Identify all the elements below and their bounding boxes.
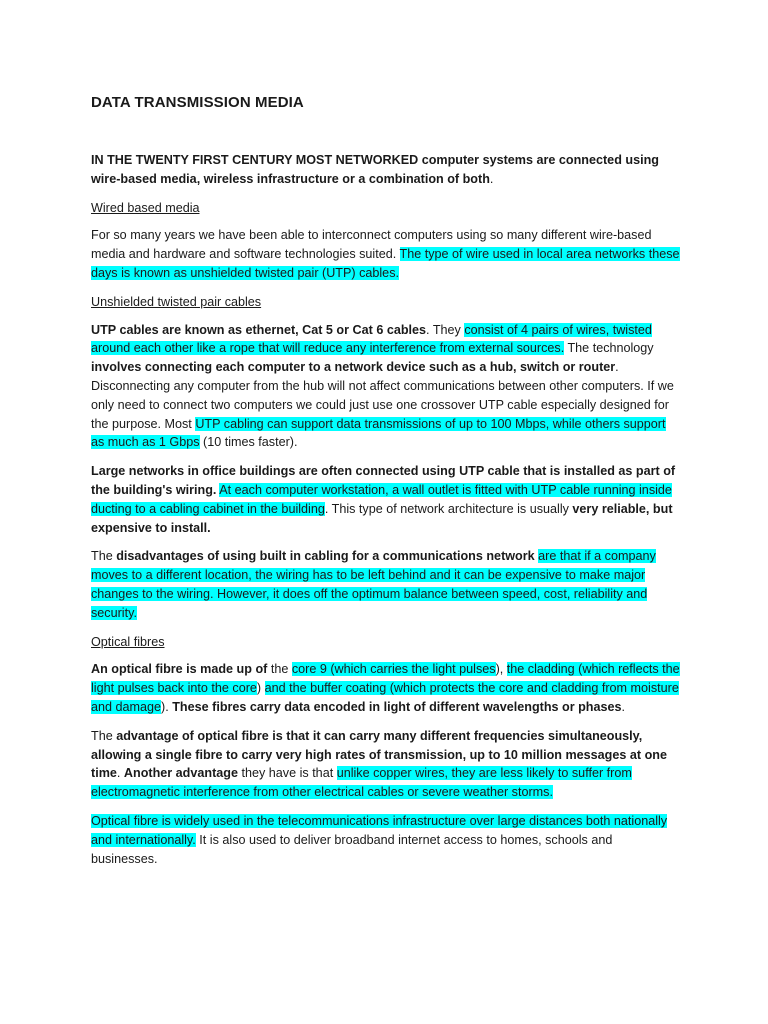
bold-text: Large networks in office buildings are often connected using UTP cable that is installed as part of the building's wiring. [91,464,676,497]
highlighted-text: consist of 4 pairs of wires, twisted around each other like a rope that will reduce any interference from external sources. [91,322,652,356]
text-run: . [489,171,494,186]
bold-text: IN THE TWENTY FIRST CENTURY MOST NETWORKED computer systems are connected using wire-based media, wireless infrastructure or a combination of both [91,153,659,186]
highlighted-text: core 9 (which carries the light pulses [291,662,496,677]
section-heading [91,199,680,218]
text-run: Optical fibres [91,634,165,649]
bold-text: UTP cables are known as ethernet, Cat 5 or Cat 6 cables [91,322,427,337]
highlighted-text: The type of wire used in local area networks these days is known as unshielded twisted pair (UTP) cables. [91,247,680,280]
text-run: they have is that [237,766,337,781]
body-paragraph [91,547,680,622]
body-paragraph [91,660,680,716]
highlighted-text: UTP cabling can support data transmissions of up to 100 Mbps, while others support as much as 1 Gbps [91,416,666,450]
text-run: The [91,728,117,743]
section-heading [91,293,680,312]
body-paragraph [91,226,680,282]
text-run: It is also used to deliver broadband internet access to homes, schools and businesses. [91,832,613,866]
text-run: . This type of network architecture is usually [324,501,573,516]
text-run: . [116,766,124,781]
body-paragraph [91,321,680,453]
body-paragraph [91,151,680,189]
document-title: DATA TRANSMISSION MEDIA [91,94,304,111]
highlighted-text: the cladding (which reflects the light pulses back into the core [91,662,680,696]
text-run: For so many years we have been able to interconnect computers using so many different wire-based media and hardware and software technologies suited. [91,228,652,262]
highlighted-text: Optical fibre is widely used in the telecommunications infrastructure over large distances both nationally and internationally. [91,813,668,847]
bold-text: Another advantage [123,766,238,781]
bold-text: disadvantages of using built in cabling for a communications network [116,549,535,564]
text-run: The technology [564,341,654,356]
text-run: the [267,662,292,677]
bold-text: advantage of optical fibre is that it can carry many different frequencies simultaneously, allowing a single fibre to carry very high rates of transmission, up to 10 million messages at one time [91,728,667,781]
body-paragraph [91,812,680,868]
bold-text: very reliable, but expensive to install. [91,501,673,535]
text-run: ) [256,681,265,696]
highlighted-text: and the buffer coating (which protects the core and cladding from moisture and damage [91,681,679,714]
text-run: Wired based media [91,200,200,215]
text-run: . They [426,322,465,337]
highlighted-text: unlike copper wires, they are less likely to suffer from electromagnetic interference from other electrical cables or severe weather storms. [91,766,632,800]
text-run: (10 times faster). [199,435,298,450]
text-run: . [621,699,626,714]
text-run: ). [161,699,173,714]
document-body [91,151,680,868]
body-paragraph [91,727,680,802]
highlighted-text: are that if a company moves to a different location, the wiring has to be left behind and it can be expensive to make major changes to the wiring. However, it does off the optimum balance between speed, cost, reliability and security. [91,549,656,620]
text-run: Unshielded twisted pair cables [91,294,262,309]
text-run: The [91,549,117,564]
bold-text: These fibres carry data encoded in light of different wavelengths or phases [172,699,622,714]
section-heading [91,633,680,652]
bold-text: An optical fibre is made up of [91,662,268,677]
body-paragraph [91,462,680,537]
highlighted-text: At each computer workstation, a wall outlet is fitted with UTP cable running inside ducting to a cabling cabinet in the building [91,482,672,516]
bold-text: involves connecting each computer to a network device such as a hub, switch or router [91,360,616,375]
text-run: ), [495,662,507,677]
text-run: . Disconnecting any computer from the hub will not affect communications between other computers. If we only need to connect two computers we could just use one crossover UTP cable especially designed for the purpose. Most [91,360,674,431]
